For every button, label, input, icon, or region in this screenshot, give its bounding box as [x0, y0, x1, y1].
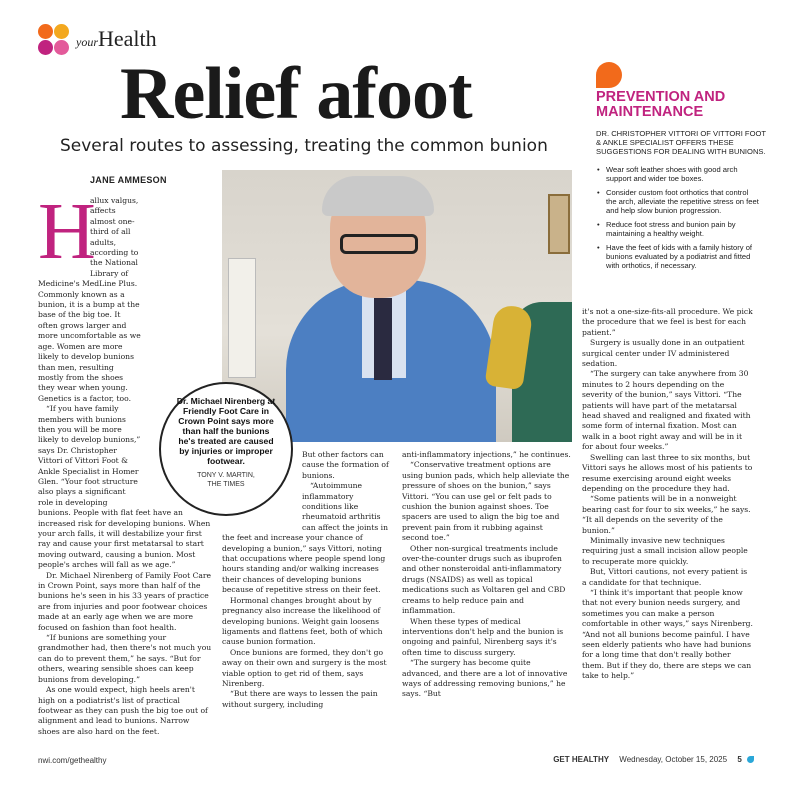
doctor-tie — [374, 298, 392, 380]
section-name — [76, 26, 157, 52]
paragraph: Other non-surgical treatments include over-the-counter drugs such as ibuprofen and other nonsteroidal anti-inflammatory drugs (NSAIDS) as well as topical medications such as Voltaren gel and CBD creams to help reduce pain and inflammation. — [402, 543, 566, 616]
paragraph: “If you have family members with bunions then you will be more likely to develop bunions,” says Dr. Christopher Vittori of Vittori Foot & Ankle Specialist in Homer Glen. “Your foot structure also plays a significant role in developing bunions. People with flat feet have an increased risk for developing bunions. When your arch falls, it will destabilize your first ray and cause your first metatarsal to start moving outward, causing a bunion. Most people's arches will fall as we age.” — [38, 404, 211, 570]
speech-bubble-icon — [596, 62, 622, 88]
paragraph: “Some patients will be in a nonweight bearing cast for four to six weeks,” he says. “It all depends on the severity of the bunion.” — [582, 494, 751, 535]
paragraph: “Conservative treatment options are using bunion pads, which help alleviate the pressure of shoes on the bunion,” says Vittori. “You can use gel or felt pads to cushion the bunion against shoes. Toe spacers are used to align the big toe and prevent pain from it rubbing against second toe.” — [402, 460, 570, 543]
paragraph: “If bunions are something your grandmother had, then there's not much you can do to prevent them,” he says. “But for others, wearing sensible shoes can keep bunions from developing.” — [38, 633, 212, 684]
article-column-4 — [582, 307, 754, 744]
tip-item: • Reduce foot stress and bunion pain by maintaining a healthy weight. — [596, 220, 760, 238]
paragraph: “I think it's important that people know that not every bunion needs surgery, and sometimes you can make a person comfortable in other ways,” says Nirenberg. “And not all bunions become painful. I have seen elderly patients who have had bunions for a long time that don't really bother them. But if they do, there are steps we can take to help.” — [582, 587, 753, 681]
dropcap: H — [38, 188, 96, 276]
article-column-2 — [222, 450, 392, 744]
sidebar-intro: DR. CHRISTOPHER VITTORI OF VITTORI FOOT & ANKLE SPECIALIST OFFERS THESE SUGGESTIONS FOR DEALING WITH BUNIONS. — [596, 129, 766, 156]
paragraph: Once bunions are formed, they don't go away on their own and surgery is the most viable option to get rid of them, says Nirenberg. — [222, 647, 387, 688]
sidebar-title — [596, 90, 725, 120]
sidebar-title-line: PREVENTION AND — [596, 89, 726, 105]
paragraph: Surgery is usually done in an outpatient surgical center under IV administered sedation. — [582, 338, 745, 369]
footer-section: GET HEALTHY — [553, 755, 610, 764]
section-prefix: your — [76, 35, 98, 49]
subhead: Several routes to assessing, treating the common bunion — [60, 136, 548, 156]
section-title: Health — [98, 26, 157, 51]
footer-url[interactable]: nwi.com/gethealthy — [38, 756, 107, 765]
wall-frame — [548, 194, 570, 254]
credit-photographer: TONY V. MARTIN, — [197, 472, 255, 479]
section-logo-icon — [38, 24, 70, 56]
paragraph: it's not a one-size-fits-all procedure. We pick the procedure that we feel is best for each patient.” — [582, 307, 753, 337]
doctor-hair — [322, 176, 434, 216]
footer-info — [553, 755, 754, 764]
paragraph: When these types of medical interventions don't help and the bunion is ongoing and painful, Nirenberg says it's often time to discuss surgery. — [402, 616, 564, 657]
drop-icon — [747, 756, 754, 763]
paragraph: Dr. Michael Nirenberg of Family Foot Care in Crown Point, says more than half of the bunions he's seen in his 33 years of practice are from injuries and poor footwear choices made at an early age when we are more focused on fashion than foot health. — [38, 570, 212, 632]
paragraph: As one would expect, high heels aren't high on a podiatrist's list of practical footwear as they can push the big toe out of alignment and lead to bunions. Narrow shoes are also hard on the feet. — [38, 685, 208, 736]
paragraph: But other factors can cause the formation of bunions. — [302, 450, 389, 480]
paragraph: anti-inflammatory injections,” he continues. — [402, 450, 571, 459]
tip-item: • Consider custom foot orthotics that control the arch, alleviate the repetitive stress on feet and help slow bunion progression. — [596, 188, 760, 215]
paragraph: “But there are ways to lessen the pain without surgery, including — [222, 689, 378, 709]
page-number: 5 — [737, 755, 742, 764]
paragraph: Hormonal changes brought about by pregnancy also increase the likelihood of developing bunions. Weight gain loosens ligaments and flattens feet, both of which cause bunion formation. — [222, 595, 383, 647]
wall-poster — [228, 258, 256, 378]
paragraph: “Autoimmune inflammatory conditions like rheumatoid arthritis can affect the joints in the feet and increase your chance of developing a bunion,” says Vittori, noting that occupations where people spend long hours standing and/or walking increases their chances of developing bunions because of repetitive stress on their feet. — [222, 481, 388, 595]
paragraph: Minimally invasive new techniques requiring just a small incision allow people to recuperate more quickly. — [582, 535, 748, 566]
credit-outlet: THE TIMES — [207, 481, 245, 488]
glasses-icon — [340, 234, 418, 254]
headline: Relief afoot — [120, 53, 472, 135]
paragraph: “The surgery has become quite advanced, and there are a lot of innovative ways of addressing removing bunions,” he says. “But — [402, 658, 568, 699]
paragraph: allux valgus, affects almost one-third of all adults, according to the National Library of Medicine's MedLine Plus. Commonly known as a bunion, it is a bump at the base of the big toe. It often grows larger and more uncomfortable as we age. Women are more likely to develop bunions than men, resulting mostly from the shoes they wear when young. Genetics is a factor, too. — [38, 196, 141, 403]
paragraph: But, Vittori cautions, not every patient is a candidate for that technique. — [582, 567, 748, 587]
caption-text: Dr. Michael Nirenberg at Friendly Foot Care in Crown Point says more than half the bunions he's treated are caused by injuries or improper footwear. — [176, 396, 276, 466]
paragraph: Swelling can last three to six months, but Vittori says he allows most of his patients to resume exercising around eight weeks depending on the procedure they had. — [582, 452, 753, 493]
sidebar-title-line: MAINTENANCE — [596, 104, 704, 120]
byline: JANE AMMESON — [90, 175, 167, 185]
tip-item: • Have the feet of kids with a family history of bunions evaluated by a podiatrist and fitted with orthotics, if necessary. — [596, 243, 760, 270]
paragraph: “The surgery can take anywhere from 30 minutes to 2 hours depending on the severity of the bunion,” says Vittori. “The patients will have part of the metatarsal head shaved and realigned and fixated with some form of internal fixation. Most can walk in a boot right away and will be in it for about four weeks.” — [582, 369, 751, 452]
article-column-3 — [402, 450, 572, 744]
footer-date: Wednesday, October 15, 2025 — [619, 755, 728, 764]
sidebar-tips — [596, 165, 760, 275]
tip-item: • Wear soft leather shoes with good arch support and wider toe boxes. — [596, 165, 760, 183]
